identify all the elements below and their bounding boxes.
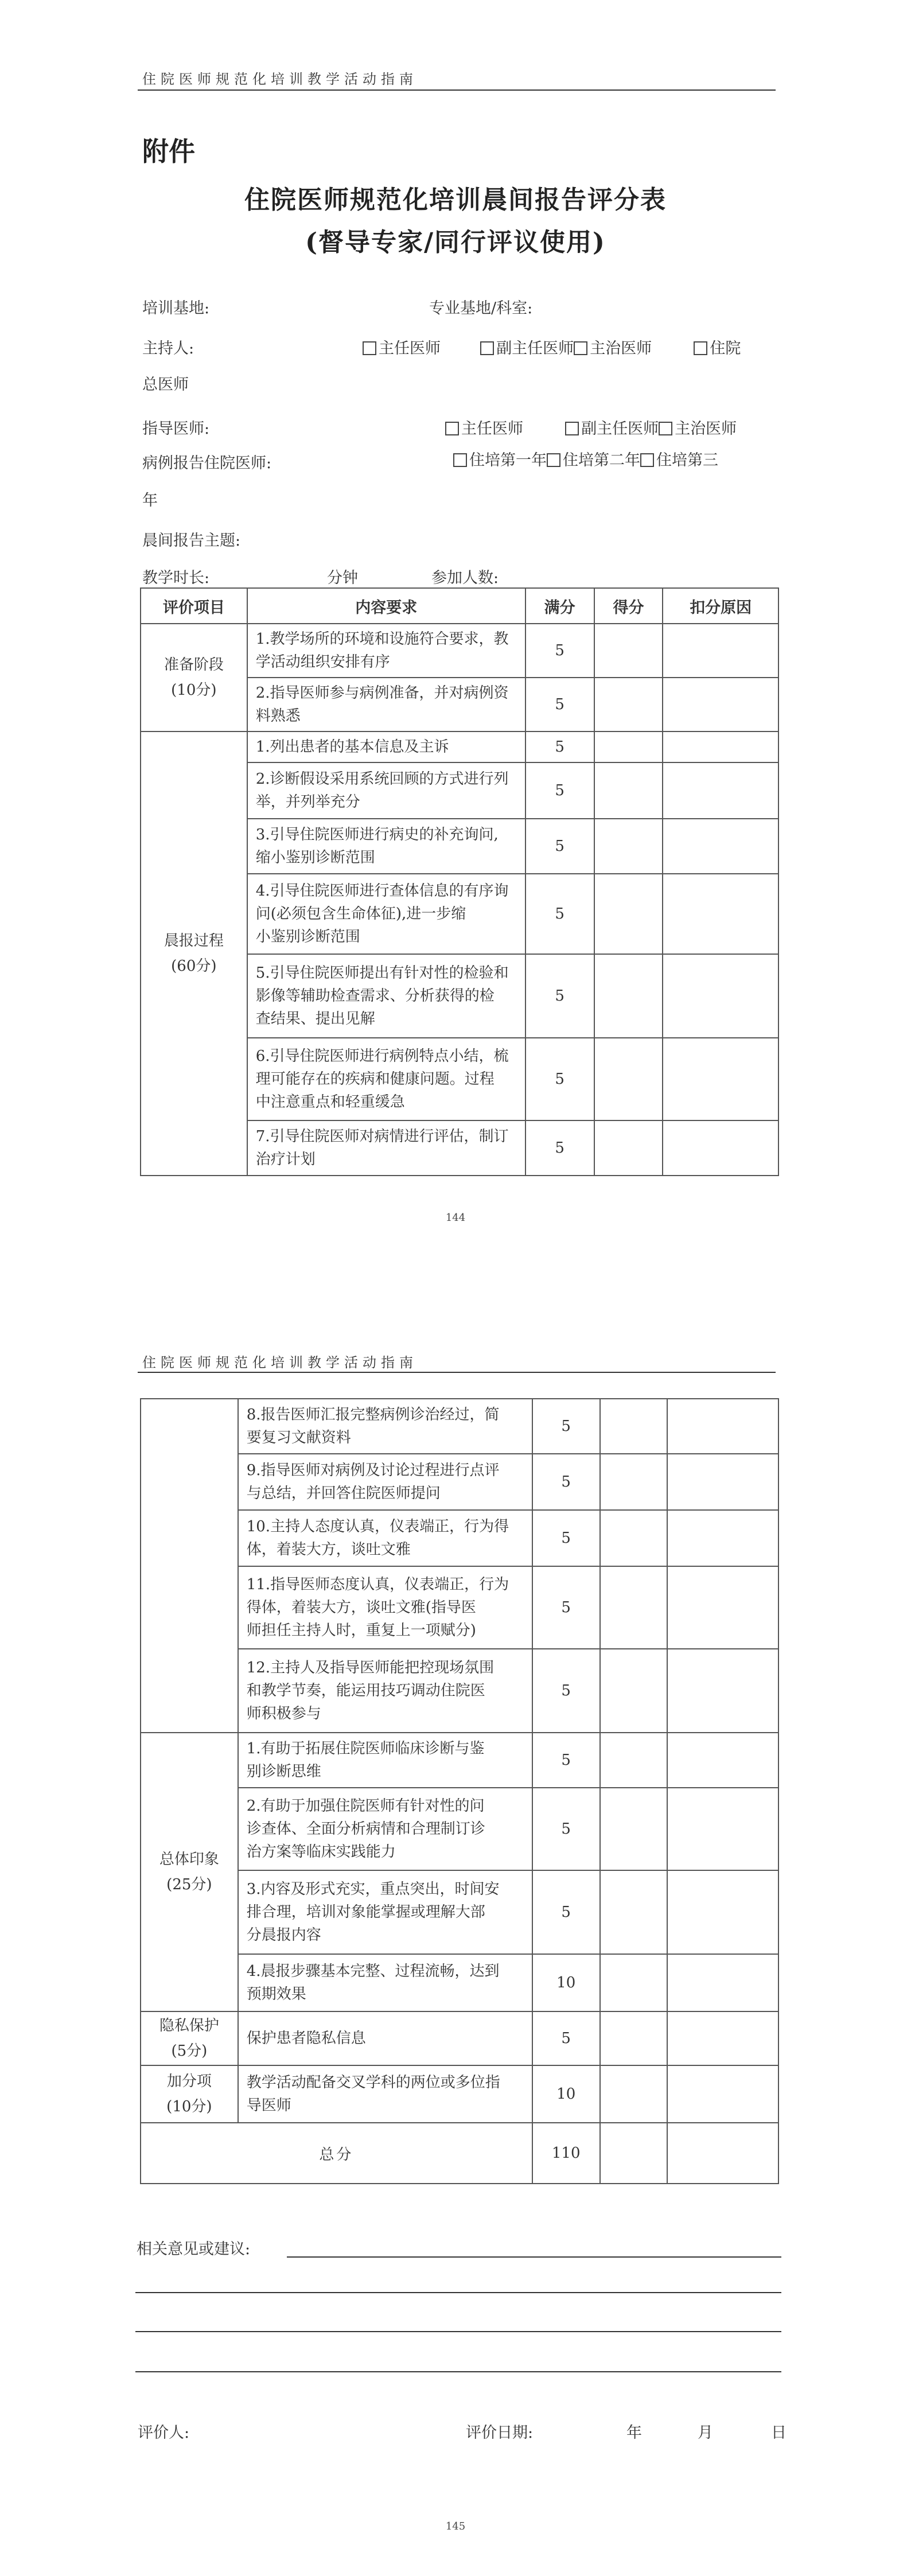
total-row	[141, 2123, 778, 2184]
requirement-cell: 保护患者隐私信息	[238, 2011, 532, 2065]
deduction-reason-cell[interactable]	[667, 1649, 778, 1733]
category-name: 晨报过程	[163, 932, 224, 950]
category-cell	[141, 2011, 238, 2065]
requirement-cell: 4.晨报步骤基本完整、过程流畅，达到 预期效果	[238, 1954, 532, 2011]
deduction-reason-cell[interactable]	[667, 1954, 778, 2011]
max-score: 5	[532, 1788, 600, 1870]
category-points: (60分)	[171, 958, 217, 975]
option-label: 住培第二年	[563, 452, 640, 469]
checkbox[interactable]	[547, 453, 560, 467]
max-score: 5	[532, 1399, 600, 1454]
form-subtitle: (督导专家/同行评议使用)	[305, 228, 606, 257]
requirement-cell: 1.有助于拓展住院医师临床诊断与鉴 别诊断思维	[238, 1733, 532, 1788]
suggestion-line[interactable]	[135, 2331, 781, 2332]
host-wrap: 总医师	[142, 376, 189, 394]
requirement-cell: 教学活动配备交叉学科的两位或多位指 导医师	[238, 2065, 532, 2123]
deduction-reason-cell[interactable]	[667, 1510, 778, 1566]
score-input-cell[interactable]	[594, 819, 663, 874]
resident-options	[453, 448, 718, 470]
day-label: 日	[771, 2424, 787, 2442]
category-cell	[141, 1399, 238, 1733]
host-options	[363, 336, 741, 358]
requirement-cell: 6.引导住院医师进行病例特点小结，梳 理可能存在的疾病和健康问题。过程 中注意重点和轻重缓急	[247, 1038, 525, 1120]
deduction-reason-cell[interactable]	[667, 2011, 778, 2065]
category-cell	[141, 731, 247, 1176]
supervisor-options	[445, 416, 737, 438]
option-label: 住培第三	[656, 452, 718, 469]
requirement-cell: 4.引导住院医师进行查体信息的有序询 问(必须包含生命体征),进一步缩 小鉴别诊断范围	[247, 874, 525, 954]
evaluation-date-label: 评价日期:	[466, 2424, 534, 2442]
max-score: 5	[532, 1510, 600, 1566]
max-score: 5	[525, 624, 594, 678]
checkbox[interactable]	[453, 453, 467, 467]
deduction-reason-cell[interactable]	[667, 1870, 778, 1954]
month-label: 月	[698, 2424, 713, 2442]
requirement-cell: 5.引导住院医师提出有针对性的检验和 影像等辅助检查需求、分析获得的检 查结果、提出见解	[247, 954, 525, 1038]
header-rule	[138, 90, 776, 91]
header-cell: 满分	[525, 588, 594, 624]
suggestions-label: 相关意见或建议:	[137, 2240, 251, 2258]
duration-label: 教学时长:	[142, 569, 210, 587]
table-header-row	[141, 588, 778, 624]
deduction-reason-cell[interactable]	[667, 1733, 778, 1788]
score-input-cell[interactable]	[600, 1566, 668, 1649]
resident-wrap: 年	[142, 492, 158, 509]
category-points: (25分)	[166, 1876, 212, 1893]
score-input-cell[interactable]	[600, 2065, 668, 2123]
score-input-cell[interactable]	[600, 1454, 668, 1510]
suggestion-line[interactable]	[287, 2256, 781, 2258]
deduction-reason-cell[interactable]	[663, 874, 778, 954]
category-name: 准备阶段	[163, 656, 224, 674]
category-cell	[141, 2065, 238, 2123]
deduction-reason-cell[interactable]	[663, 1120, 778, 1176]
resident-label: 病例报告住院医师:	[142, 454, 272, 472]
evaluator-label: 评价人:	[138, 2424, 190, 2442]
category-points: (10分)	[166, 2098, 212, 2115]
checkbox[interactable]	[574, 341, 587, 355]
score-input-cell[interactable]	[594, 762, 663, 819]
deduction-reason-cell[interactable]	[663, 762, 778, 819]
deduction-reason-cell[interactable]	[667, 2065, 778, 2123]
table-row	[141, 2065, 778, 2123]
supervisor-label: 指导医师:	[142, 420, 210, 438]
score-input-cell[interactable]	[600, 2011, 668, 2065]
max-score: 5	[532, 2011, 600, 2065]
suggestion-line[interactable]	[135, 2292, 781, 2293]
category-name: 隐私保护	[159, 2017, 219, 2034]
table-row	[141, 624, 778, 678]
max-score: 5	[532, 1566, 600, 1649]
topic-label: 晨间报告主题:	[142, 532, 241, 550]
attachment-label: 附件	[142, 136, 195, 167]
requirement-cell: 3.引导住院医师进行病史的补充询问, 缩小鉴别诊断范围	[247, 819, 525, 874]
total-label: 总分	[141, 2123, 532, 2184]
category-cell	[141, 1733, 238, 2011]
option-label: 主任医师	[461, 420, 523, 438]
deduction-reason-cell[interactable]	[663, 678, 778, 731]
table-row	[141, 731, 778, 762]
requirement-cell: 2.有助于加强住院医师有针对性的问 诊查体、全面分析病情和合理制订诊 治方案等临床实践能力	[238, 1788, 532, 1870]
category-points: (10分)	[171, 682, 217, 699]
checkbox[interactable]	[640, 453, 654, 467]
total-score-input-cell[interactable]	[600, 2123, 668, 2184]
max-score: 5	[525, 954, 594, 1038]
score-input-cell[interactable]	[594, 874, 663, 954]
requirement-cell: 10.主持人态度认真，仪表端正，行为得 体，着装大方，谈吐文雅	[238, 1510, 532, 1566]
option-label: 住院	[710, 340, 741, 357]
max-score: 5	[525, 1120, 594, 1176]
deduction-reason-cell[interactable]	[663, 819, 778, 874]
score-input-cell[interactable]	[594, 1038, 663, 1120]
max-score: 5	[525, 1038, 594, 1120]
score-table	[140, 587, 779, 1176]
training-base-label: 培训基地:	[142, 299, 210, 317]
category-cell	[141, 624, 247, 731]
page-145	[0, 1288, 911, 2576]
deduction-reason-cell[interactable]	[667, 1788, 778, 1870]
max-score: 5	[525, 874, 594, 954]
running-header: 住院医师规范化培训教学活动指南	[142, 1355, 418, 1371]
suggestion-line[interactable]	[135, 2371, 781, 2372]
option-label: 副主任医师	[581, 420, 659, 438]
requirement-cell: 2.诊断假设采用系统回顾的方式进行列 举，并列举充分	[247, 762, 525, 819]
total-max-score: 110	[532, 2123, 600, 2184]
checkbox[interactable]	[363, 341, 376, 355]
checkbox[interactable]	[445, 422, 459, 435]
category-name: 加分项	[166, 2073, 212, 2090]
header-cell: 评价项目	[141, 588, 247, 624]
specialty-base-label: 专业基地/科室:	[429, 299, 533, 317]
attendees-label: 参加人数:	[431, 569, 499, 587]
table-row	[141, 1399, 778, 1454]
header-cell: 内容要求	[247, 588, 525, 624]
max-score: 5	[532, 1733, 600, 1788]
header-cell: 扣分原因	[663, 588, 778, 624]
requirement-cell: 8.报告医师汇报完整病例诊治经过，简 要复习文献资料	[238, 1399, 532, 1454]
max-score: 5	[532, 1649, 600, 1733]
host-label: 主持人:	[142, 340, 194, 357]
requirement-cell: 2.指导医师参与病例准备，并对病例资 料熟悉	[247, 678, 525, 731]
form-title: 住院医师规范化培训晨间报告评分表	[244, 185, 667, 215]
running-header: 住院医师规范化培训教学活动指南	[142, 71, 418, 87]
total-deduction-cell[interactable]	[667, 2123, 778, 2184]
score-input-cell[interactable]	[594, 731, 663, 762]
deduction-reason-cell[interactable]	[667, 1399, 778, 1454]
deduction-reason-cell[interactable]	[667, 1566, 778, 1649]
max-score: 10	[532, 1954, 600, 2011]
deduction-reason-cell[interactable]	[667, 1454, 778, 1510]
header-cell: 得分	[594, 588, 663, 624]
score-input-cell[interactable]	[600, 1870, 668, 1954]
score-input-cell[interactable]	[594, 624, 663, 678]
option-label: 副主任医师	[496, 340, 574, 357]
requirement-cell: 7.引导住院医师对病情进行评估，制订 治疗计划	[247, 1120, 525, 1176]
max-score: 10	[532, 2065, 600, 2123]
option-label: 主任医师	[379, 340, 441, 357]
requirement-cell: 11.指导医师态度认真，仪表端正，行为 得体，着装大方，谈吐文雅(指导医 师担任主持人时，重复上一项赋分)	[238, 1566, 532, 1649]
option-label: 住培第一年	[469, 452, 547, 469]
requirement-cell: 1.教学场所的环境和设施符合要求，教 学活动组织安排有序	[247, 624, 525, 678]
deduction-reason-cell[interactable]	[663, 731, 778, 762]
deduction-reason-cell[interactable]	[663, 954, 778, 1038]
option-label: 主治医师	[590, 340, 652, 357]
requirement-cell: 3.内容及形式充实，重点突出，时间安 排合理，培训对象能掌握或理解大部 分晨报内容	[238, 1870, 532, 1954]
header-rule	[138, 1372, 776, 1373]
requirement-cell: 9.指导医师对病例及讨论过程进行点评 与总结，并回答住院医师提问	[238, 1454, 532, 1510]
page-number: 145	[445, 2520, 466, 2532]
deduction-reason-cell[interactable]	[663, 624, 778, 678]
score-input-cell[interactable]	[600, 1399, 668, 1454]
score-input-cell[interactable]	[600, 1954, 668, 2011]
max-score: 5	[525, 678, 594, 731]
table-row	[141, 2011, 778, 2065]
option-label: 主治医师	[675, 420, 737, 438]
checkbox[interactable]	[694, 341, 707, 355]
score-input-cell[interactable]	[600, 1733, 668, 1788]
score-input-cell[interactable]	[600, 1788, 668, 1870]
checkbox[interactable]	[659, 422, 672, 435]
checkbox[interactable]	[565, 422, 579, 435]
score-input-cell[interactable]	[600, 1649, 668, 1733]
requirement-cell: 12.主持人及指导医师能把控现场氛围 和教学节奏，能运用技巧调动住院医 师积极参与	[238, 1649, 532, 1733]
page-number: 144	[445, 1212, 466, 1224]
score-input-cell[interactable]	[594, 678, 663, 731]
max-score: 5	[532, 1870, 600, 1954]
deduction-reason-cell[interactable]	[663, 1038, 778, 1120]
score-input-cell[interactable]	[594, 1120, 663, 1176]
max-score: 5	[525, 762, 594, 819]
max-score: 5	[532, 1454, 600, 1510]
max-score: 5	[525, 819, 594, 874]
category-points: (5分)	[171, 2042, 208, 2060]
max-score: 5	[525, 731, 594, 762]
minutes-label: 分钟	[327, 569, 358, 587]
checkbox[interactable]	[480, 341, 494, 355]
requirement-cell: 1.列出患者的基本信息及主诉	[247, 731, 525, 762]
score-input-cell[interactable]	[600, 1510, 668, 1566]
table-row	[141, 1733, 778, 1788]
category-name: 总体印象	[159, 1851, 219, 1868]
score-input-cell[interactable]	[594, 954, 663, 1038]
year-label: 年	[626, 2424, 642, 2442]
score-table-continued	[140, 1398, 779, 2184]
